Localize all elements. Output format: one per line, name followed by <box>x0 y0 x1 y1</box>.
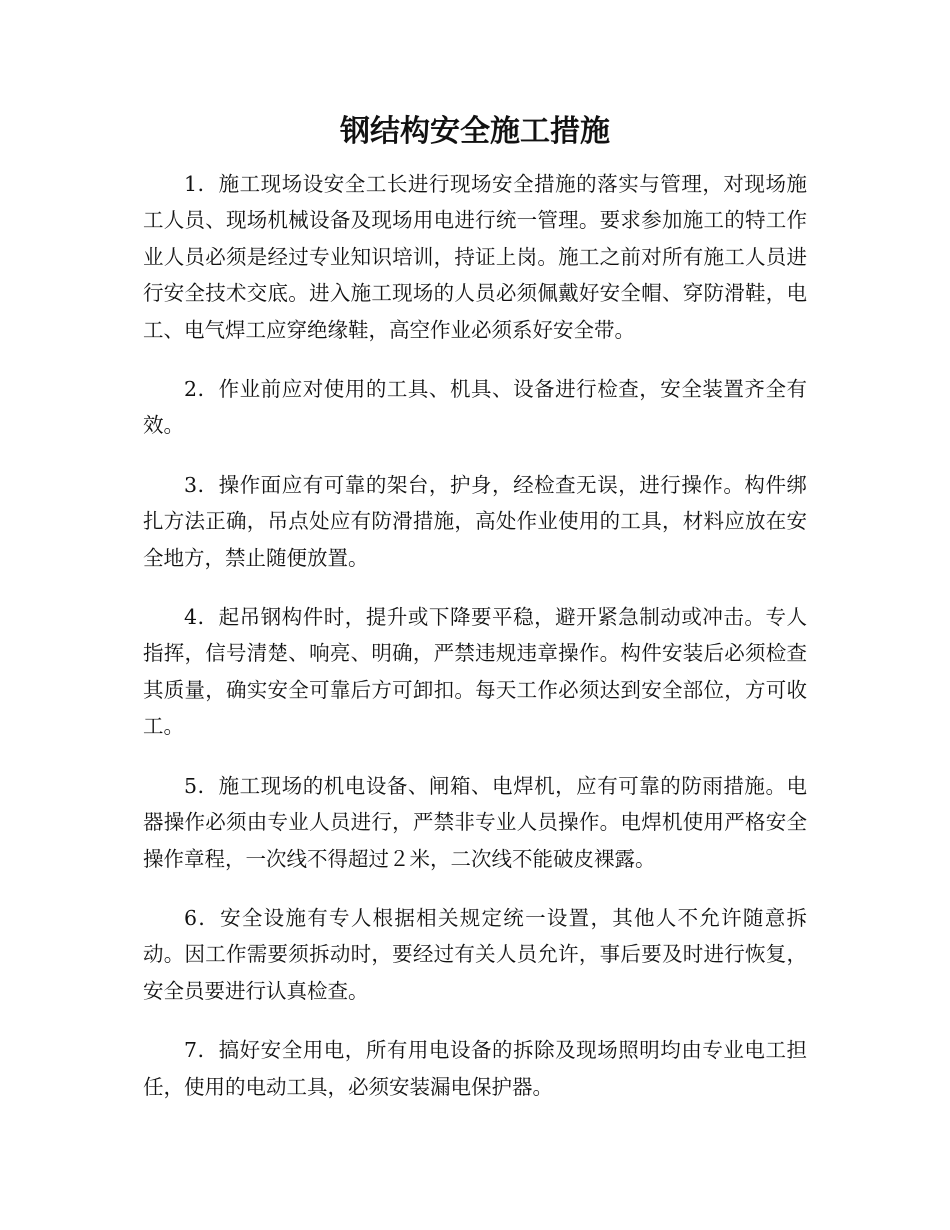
paragraph-3: 3．操作面应有可靠的架台，护身，经检查无误，进行操作。构件绑扎方法正确，吊点处应有防滑措施，高处作业使用的工具，材料应放在安全地方，禁止随便放置。 <box>143 472 807 570</box>
paragraph-7: 7．搞好安全用电，所有用电设备的拆除及现场照明均由专业电工担任，使用的电动工具，必须安装漏电保护器。 <box>143 1038 807 1099</box>
paragraph-5: 5．施工现场的机电设备、闸箱、电焊机，应有可靠的防雨措施。电器操作必须由专业人员进行，严禁非专业人员操作。电焊机使用严格安全操作章程，一次线不得超过２米，二次线不能破皮裸露。 <box>143 773 807 871</box>
document-body <box>143 166 807 1128</box>
paragraph-1: 1．施工现场设安全工长进行现场安全措施的落实与管理，对现场施工人员、现场机械设备及现场用电进行统一管理。要求参加施工的特工作业人员必须是经过专业知识培训，持证上岗。施工之前对所有施工人员进行安全技术交底。进入施工现场的人员必须佩戴好安全帽、穿防滑鞋，电工、电气焊工应穿绝缘鞋，高空作业必须系好安全带。 <box>143 172 807 342</box>
paragraph-6: 6．安全设施有专人根据相关规定统一设置，其他人不允许随意拆动。因工作需要须拆动时，要经过有关人员允许，事后要及时进行恢复，安全员要进行认真检查。 <box>143 905 807 1003</box>
document-title: 钢结构安全施工措施 <box>340 114 610 149</box>
paragraph-2: 2．作业前应对使用的工具、机具、设备进行检查，安全装置齐全有效。 <box>143 377 807 438</box>
paragraph-4: 4．起吊钢构件时，提升或下降要平稳，避开紧急制动或冲击。专人指挥，信号清楚、响亮、明确，严禁违规违章操作。构件安装后必须检查其质量，确实安全可靠后方可卸扣。每天工作必须达到安全部位，方可收工。 <box>143 605 807 739</box>
